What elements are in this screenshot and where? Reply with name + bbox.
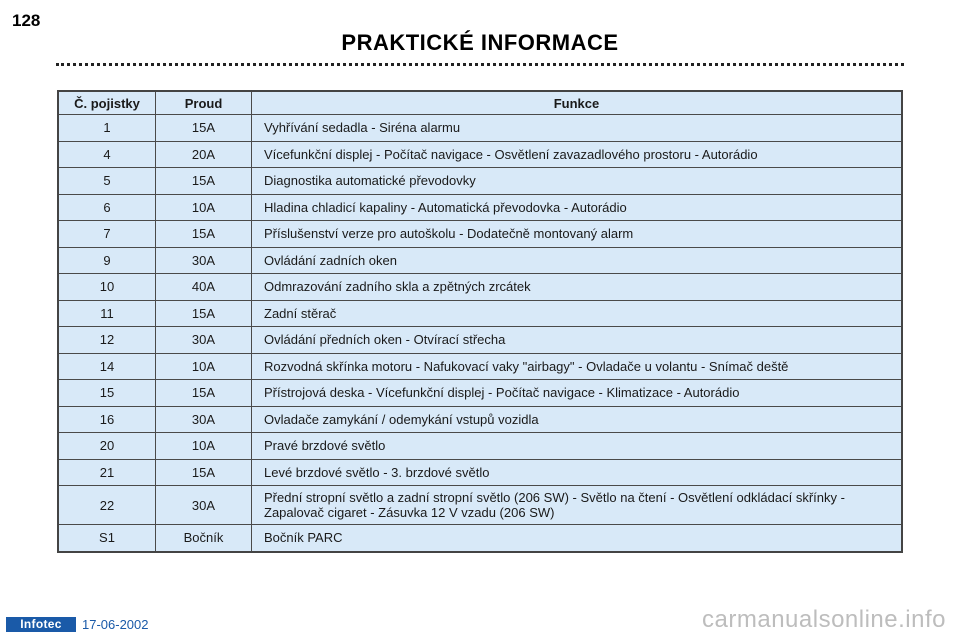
title-divider — [56, 63, 904, 66]
footer-date: 17-06-2002 — [82, 617, 149, 632]
fuse-number-cell: 1 — [58, 115, 156, 142]
fuse-number-cell: 16 — [58, 406, 156, 433]
table-row — [58, 406, 902, 433]
table-row — [58, 247, 902, 274]
fuse-number-cell: 4 — [58, 141, 156, 168]
watermark: carmanualsonline.info — [702, 606, 946, 633]
fuse-table-header — [58, 91, 902, 115]
fuse-number-cell: 11 — [58, 300, 156, 327]
header-row — [58, 91, 902, 115]
table-row — [58, 221, 902, 248]
current-cell: 15A — [156, 459, 252, 486]
function-cell: Levé brzdové světlo - 3. brzdové světlo — [252, 459, 903, 486]
function-cell: Přístrojová deska - Vícefunkční displej - Počítač navigace - Klimatizace - Autorádio — [252, 380, 903, 407]
current-cell: 10A — [156, 433, 252, 460]
fuse-number-cell: 22 — [58, 486, 156, 525]
fuse-number-cell: 7 — [58, 221, 156, 248]
page-number: 128 — [12, 11, 41, 30]
function-cell: Vyhřívání sedadla - Siréna alarmu — [252, 115, 903, 142]
fuse-number-cell: 9 — [58, 247, 156, 274]
table-row — [58, 525, 902, 552]
table-row — [58, 380, 902, 407]
header-fuse-number: Č. pojistky — [58, 91, 156, 115]
fuse-number-cell: 20 — [58, 433, 156, 460]
table-row — [58, 353, 902, 380]
fuse-table-body — [58, 115, 902, 552]
function-cell: Hladina chladicí kapaliny - Automatická převodovka - Autorádio — [252, 194, 903, 221]
function-cell: Odmrazování zadního skla a zpětných zrcátek — [252, 274, 903, 301]
page-title: PRAKTICKÉ INFORMACE — [341, 30, 619, 55]
function-cell: Ovladače zamykání / odemykání vstupů vozidla — [252, 406, 903, 433]
current-cell: 30A — [156, 327, 252, 354]
infotec-logo: Infotec — [6, 617, 76, 632]
fuse-number-cell: 10 — [58, 274, 156, 301]
fuse-number-cell: 5 — [58, 168, 156, 195]
table-row — [58, 274, 902, 301]
current-cell: 20A — [156, 141, 252, 168]
current-cell: 40A — [156, 274, 252, 301]
fuse-number-cell: 15 — [58, 380, 156, 407]
function-cell: Rozvodná skřínka motoru - Nafukovací vaky "airbagy" - Ovladače u volantu - Snímač deště — [252, 353, 903, 380]
current-cell: 10A — [156, 194, 252, 221]
function-cell: Bočník PARC — [264, 530, 343, 546]
function-cell: Pravé brzdové světlo — [252, 433, 903, 460]
table-row — [58, 115, 902, 142]
header-function: Funkce — [252, 91, 903, 115]
function-cell: Příslušenství verze pro autoškolu - Dodatečně montovaný alarm — [252, 221, 903, 248]
header-current: Proud — [156, 91, 252, 115]
table-row — [58, 486, 902, 525]
table-row — [58, 194, 902, 221]
function-cell: Přední stropní světlo a zadní stropní světlo (206 SW) - Světlo na čtení - Osvětlení odkládací skřínky - Zapalovač cigaret - Zásuvka 12 V vzadu (206 SW) — [252, 486, 903, 525]
function-cell: Zadní stěrač — [252, 300, 903, 327]
current-cell: 15A — [156, 168, 252, 195]
function-cell: Vícefunkční displej - Počítač navigace - Osvětlení zavazadlového prostoru - Autorádio — [252, 141, 903, 168]
table-row — [58, 141, 902, 168]
table-row — [58, 433, 902, 460]
table-row — [58, 168, 902, 195]
current-cell: 15A — [156, 115, 252, 142]
function-cell: Diagnostika automatické převodovky — [252, 168, 903, 195]
table-row — [58, 300, 902, 327]
fuse-number-cell: S1 — [58, 525, 156, 552]
table-row — [58, 327, 902, 354]
current-cell: 10A — [156, 353, 252, 380]
current-cell: 30A — [156, 247, 252, 274]
fuse-number-cell: 6 — [58, 194, 156, 221]
fuse-number-cell: 12 — [58, 327, 156, 354]
current-cell: Bočník — [156, 525, 252, 552]
function-cell: Ovládání zadních oken — [252, 247, 903, 274]
current-cell: 30A — [156, 486, 252, 525]
table-row — [58, 459, 902, 486]
fuse-number-cell: 21 — [58, 459, 156, 486]
current-cell: 30A — [156, 406, 252, 433]
fuse-table — [57, 90, 903, 553]
function-cell: Ovládání předních oken - Otvírací střecha — [252, 327, 903, 354]
current-cell: 15A — [156, 300, 252, 327]
fuse-number-cell: 14 — [58, 353, 156, 380]
current-cell: 15A — [156, 380, 252, 407]
current-cell: 15A — [156, 221, 252, 248]
